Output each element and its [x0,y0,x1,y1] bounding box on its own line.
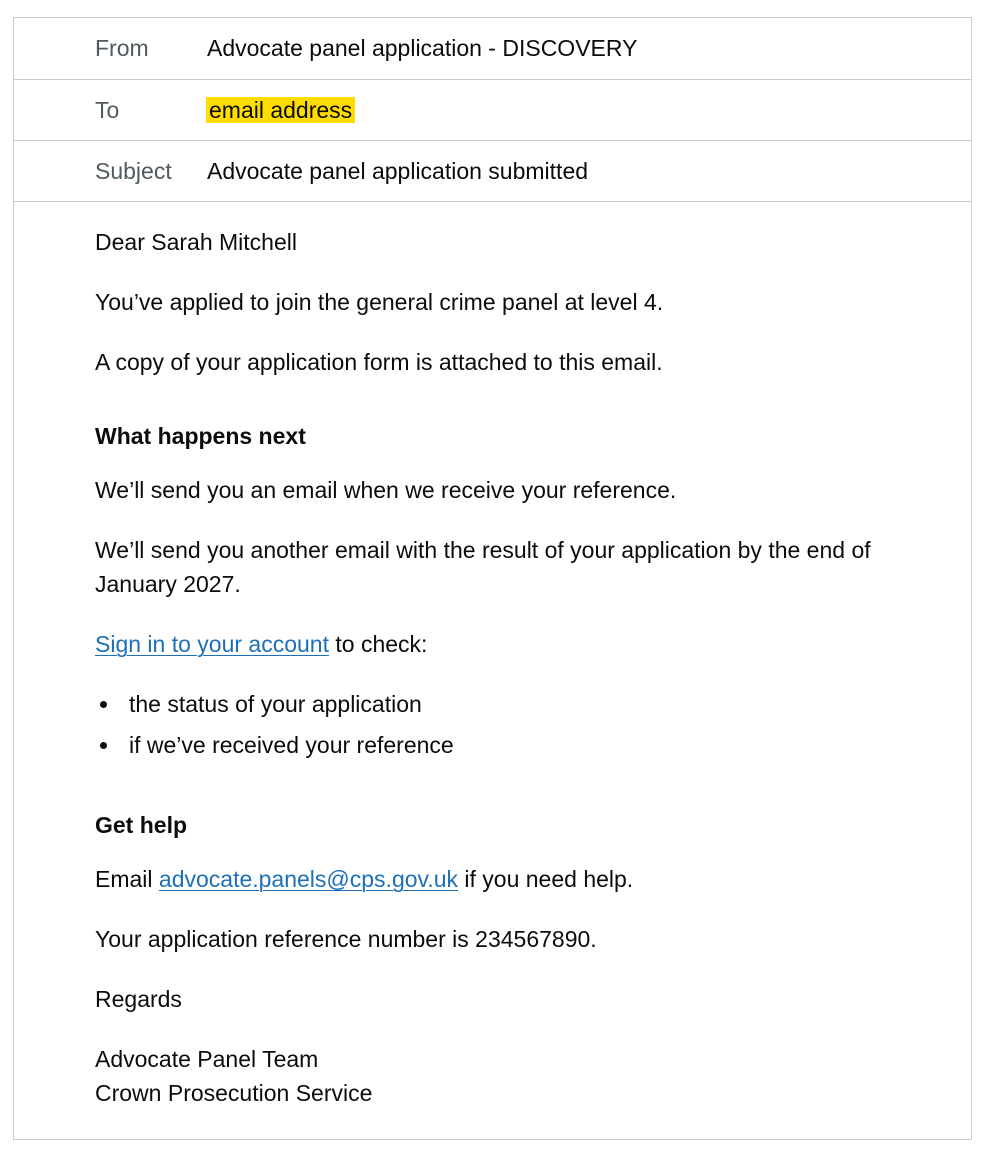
list-item [95,728,895,762]
result-text: We’ll send you another email with the result of your application by the end of January 2027. [95,537,871,597]
from-label: From [95,35,149,61]
to-label: To [95,97,120,123]
regards-text: Regards [95,986,182,1012]
signature-team: Advocate Panel Team [95,1046,319,1072]
signature-organisation: Crown Prosecution Service [95,1080,373,1106]
applied-text: You’ve applied to join the general crime panel at level 4. [95,289,664,315]
from-row [14,18,971,80]
get-help-heading: Get help [95,812,188,838]
reference-text: We’ll send you an email when we receive your reference. [95,477,677,503]
bullet-icon [100,701,107,708]
email-body [95,225,895,1110]
check-list [95,687,895,762]
help-suffix: if you need help. [458,866,634,892]
list-item-text: if we’ve received your reference [129,732,454,758]
reference-number-text: Your application reference number is 234567890. [95,926,597,952]
greeting: Dear Sarah Mitchell [95,229,297,255]
help-prefix: Email [95,866,159,892]
signin-suffix: to check: [328,631,428,657]
to-value [207,96,355,124]
subject-value: Advocate panel application submitted [207,158,589,184]
bullet-icon [100,742,107,749]
from-value: Advocate panel application - DISCOVERY [207,35,638,61]
email-address-placeholder: email address [206,97,355,123]
what-happens-next-heading: What happens next [95,423,306,449]
subject-row [14,141,971,202]
help-email-link[interactable]: advocate.panels@cps.gov.uk [158,866,459,892]
signin-paragraph [95,627,895,661]
list-item [95,687,895,721]
subject-label: Subject [95,158,172,184]
help-paragraph [95,862,895,896]
attachment-text: A copy of your application form is attached to this email. [95,349,663,375]
email-preview [13,17,972,1140]
list-item-text: the status of your application [129,691,422,717]
to-row [14,80,971,141]
sign-in-link[interactable]: Sign in to your account [95,631,329,657]
